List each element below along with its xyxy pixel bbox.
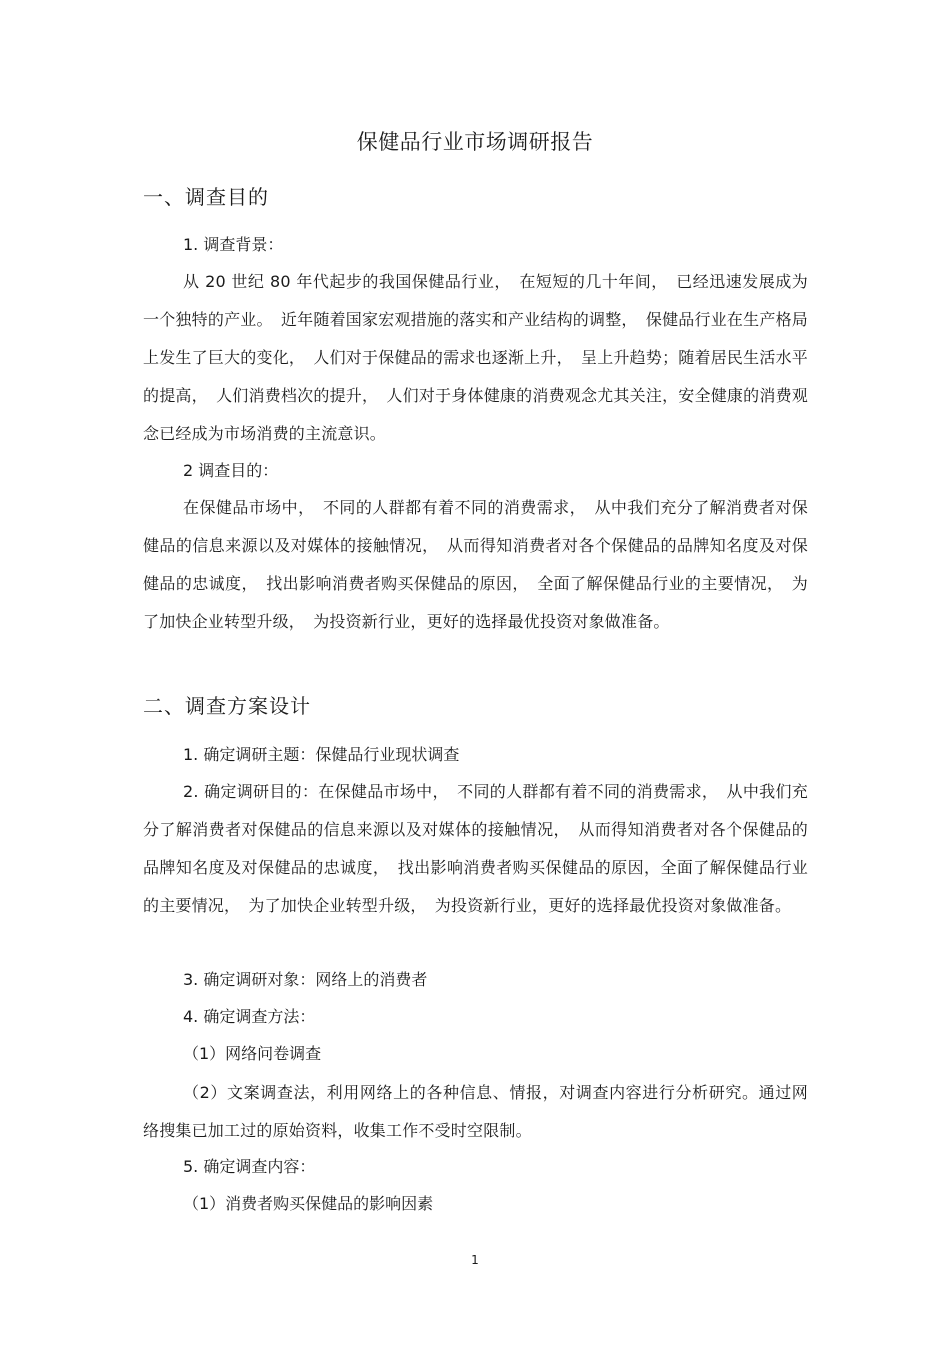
design-item-purpose: 2. 确定调研目的：在保健品市场中， 不同的人群都有着不同的消费需求， 从中我们充分了解消费者对保健品的信息来源以及对媒体的接触情况， 从而得知消费者对各个保健品的品牌知名度及对保健品的忠诚度， 找出影响消费者购买保健品的原因，全面了解保健品行业的主要情况， 为了加快企业转型升级， 为投资新行业，更好的选择最优投资对象做准备。 xyxy=(143,782,808,915)
design-item-method: 4. 确定调查方法： xyxy=(183,1007,316,1026)
method-questionnaire: （1）网络问卷调查 xyxy=(183,1044,322,1063)
method-desk-research: （2）文案调查法，利用网络上的各种信息、情报，对调查内容进行分析研究。通过网络搜集已加工过的原始资料，收集工作不受时空限制。 xyxy=(143,1083,808,1140)
section-heading-design: 二、调查方案设计 xyxy=(143,694,311,718)
design-item-topic: 1. 确定调研主题：保健品行业现状调查 xyxy=(183,745,460,764)
page-number: 1 xyxy=(471,1253,479,1267)
background-paragraph: 从 20 世纪 80 年代起步的我国保健品行业， 在短短的几十年间， 已经迅速发展成为一个独特的产业。 近年随着国家宏观措施的落实和产业结构的调整， 保健品行业在生产格局上发生了巨大的变化， 人们对于保健品的需求也逐渐上升， 呈上升趋势；随着居民生活水平的提高， 人们消费档次的提升， 人们对于身体健康的消费观念尤其关注，安全健康的消费观念已经成为市场消费的主流意识。 xyxy=(143,272,808,443)
design-item-content: 5. 确定调查内容： xyxy=(183,1157,316,1176)
design-item-target: 3. 确定调研对象：网络上的消费者 xyxy=(183,970,428,989)
document-title: 保健品行业市场调研报告 xyxy=(356,130,594,154)
item-background-label: 1. 调查背景： xyxy=(183,235,284,254)
section-heading-purpose: 一、调查目的 xyxy=(143,185,269,209)
purpose-paragraph: 在保健品市场中， 不同的人群都有着不同的消费需求， 从中我们充分了解消费者对保健品的信息来源以及对媒体的接触情况， 从而得知消费者对各个保健品的品牌知名度及对保健品的忠诚度， 找出影响消费者购买保健品的原因， 全面了解保健品行业的主要情况， 为了加快企业转型升级， 为投资新行业，更好的选择最优投资对象做准备。 xyxy=(143,498,808,631)
content-factor-1: （1）消费者购买保健品的影响因素 xyxy=(183,1194,434,1213)
item-purpose-label: 2 调查目的： xyxy=(183,461,279,480)
